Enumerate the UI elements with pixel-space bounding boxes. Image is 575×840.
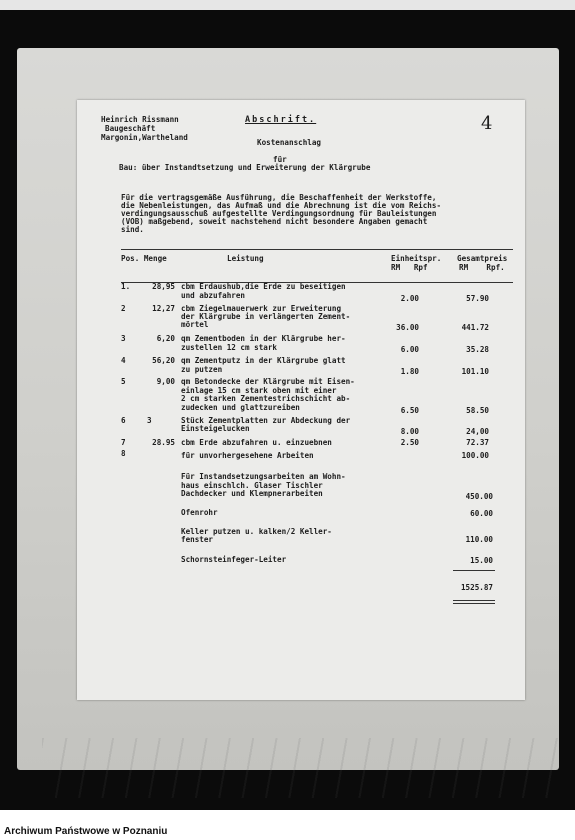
extra-text-1: Schornsteinfeger-Leiter (181, 555, 287, 564)
heading-line-3: Bau: über Instandtsetzung und Erweiterung der Klärgrube (119, 163, 371, 172)
intro-line-5: sind. (121, 225, 144, 234)
double-rule-2 (453, 603, 495, 604)
row-text-2: Einsteigelucken (181, 424, 250, 433)
row-unit-price: 6.00 (400, 345, 419, 354)
row-qty: 56,20 (152, 356, 175, 365)
document-title: Abschrift. (245, 115, 317, 125)
row-qty: 6,20 (156, 334, 175, 343)
extra-total: 60.00 (470, 509, 493, 518)
row-unit-price: 2.50 (400, 438, 419, 447)
sender-line-2: Baugeschäft (105, 124, 156, 133)
intro-line-1: Für die vertragsgemäße Ausführung, die Beschaffenheit der Werkstoffe, (121, 193, 437, 202)
grand-total: 1525.87 (460, 583, 493, 592)
archive-label: Archiwum Państwowe w Poznaniu (4, 826, 168, 837)
sender-line-1: Heinrich Rissmann (101, 115, 179, 124)
row-text-1: cbm Erdaushub,die Erde zu beseitigen (181, 282, 346, 291)
extra-text-2: fenster (181, 535, 214, 544)
header-pos-menge: Pos. Menge (121, 254, 167, 263)
row-qty: 12,27 (152, 304, 175, 313)
extra-text-1: Für Instandsetzungsarbeiten am Wohn- (181, 472, 346, 481)
row-unit-price: 2.00 (400, 294, 419, 303)
row-qty: 28,95 (152, 282, 175, 291)
extra-total: 110.00 (465, 535, 493, 544)
extra-total: 15.00 (470, 556, 493, 565)
row-text-1: qm Betondecke der Klärgrube mit Eisen- (181, 377, 355, 386)
header-leistung: Leistung (227, 254, 264, 263)
row-text-1: für unvorhergesehene Arbeiten (181, 451, 314, 460)
viewer-top-strip (0, 0, 575, 10)
total-rule (453, 570, 495, 571)
row-qty: 9,00 (156, 377, 175, 386)
header-unit-price: Einheitspr. (391, 254, 442, 263)
heading-line-2: für (273, 155, 287, 164)
row-pos: 3 (121, 334, 126, 343)
header-total-sub: RM Rpf. (459, 263, 505, 272)
row-text-1: Stück Zementplatten zur Abdeckung der (181, 416, 351, 425)
row-text-1: cbm Erde abzufahren u. einzuebnen (181, 438, 332, 447)
row-pos: 7 (121, 438, 126, 447)
extra-text-1: Ofenrohr (181, 508, 218, 517)
intro-line-4: (VOB) maßgebend, soweit nachstehend nicht besondere Angaben gemacht (121, 217, 428, 226)
sender-line-3: Margonin,Wartheland (101, 133, 188, 142)
row-total: 57.90 (466, 294, 489, 303)
extra-text-3: Dachdecker und Klempnerarbeiten (181, 489, 323, 498)
row-qty: 3 (147, 416, 152, 425)
row-pos: 2 (121, 304, 126, 313)
row-pos: 1. (121, 282, 131, 291)
extra-total: 450.00 (465, 492, 493, 501)
intro-line-3: verdingungsausschuß aufgestellte Verdingungsordnung für Bauleistungen (121, 209, 437, 218)
row-text-2: einlage 15 cm stark oben mit einer (181, 386, 337, 395)
row-pos: 4 (121, 356, 126, 365)
row-qty: 28.95 (152, 438, 175, 447)
row-text-3: 2 cm starken Zementestrichschicht ab- (181, 394, 351, 403)
header-unit-price-sub: RM Rpf (391, 263, 428, 272)
row-pos: 8 (121, 449, 126, 458)
scanned-image (0, 10, 575, 810)
intro-line-2: die Nebenleistungen, das Aufmaß und die Abrechnung ist die vom Reichs- (121, 201, 442, 210)
document-page (77, 100, 525, 700)
row-pos: 6 (121, 416, 126, 425)
archive-footer (0, 810, 575, 840)
row-pos: 5 (121, 377, 126, 386)
header-rule-top (121, 249, 513, 250)
board-texture (42, 738, 562, 798)
row-total: 100.00 (461, 451, 489, 460)
row-total: 101.10 (461, 367, 489, 376)
row-total: 35.28 (466, 345, 489, 354)
row-text-2: der Klärgrube in verlängerten Zement- (181, 312, 351, 321)
row-text-2: zu putzen (181, 365, 223, 374)
double-rule-1 (453, 600, 495, 601)
row-text-4: zudecken und glattzureiben (181, 403, 300, 412)
row-unit-price: 36.00 (396, 323, 419, 332)
row-text-1: qm Zementboden in der Klärgrube her- (181, 334, 346, 343)
row-total: 72.37 (466, 438, 489, 447)
row-text-1: qm Zementputz in der Klärgrube glatt (181, 356, 346, 365)
row-total: 58.50 (466, 406, 489, 415)
row-unit-price: 1.80 (400, 367, 419, 376)
extra-text-2: haus einschlch. Glaser Tischler (181, 481, 323, 490)
row-unit-price: 6.50 (400, 406, 419, 415)
heading-line-1: Kostenanschlag (257, 138, 322, 147)
extra-text-1: Keller putzen u. kalken/2 Keller- (181, 527, 332, 536)
row-unit-price: 8.00 (400, 427, 419, 436)
row-text-1: cbm Ziegelmauerwerk zur Erweiterung (181, 304, 342, 313)
row-total: 24,00 (466, 427, 489, 436)
row-text-3: mörtel (181, 320, 209, 329)
row-text-2: und abzufahren (181, 291, 246, 300)
row-total: 441.72 (461, 323, 489, 332)
header-total: Gesamtpreis (457, 254, 508, 263)
handwritten-page-number: 4 (481, 113, 493, 134)
row-text-2: zustellen 12 cm stark (181, 343, 278, 352)
